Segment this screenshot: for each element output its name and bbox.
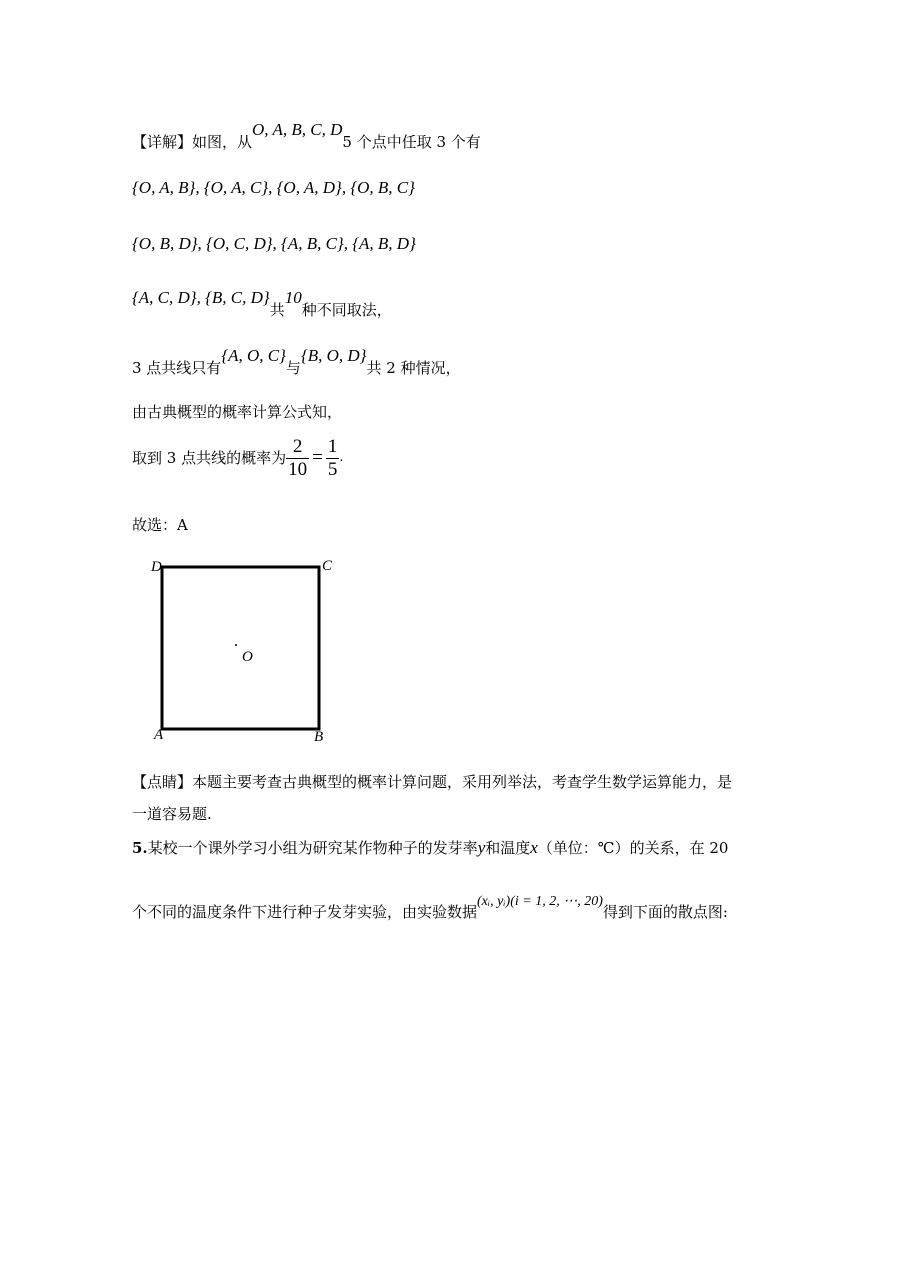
total-gong: 共 [269,301,285,319]
label-b: B [314,729,324,745]
q5-text-d: 个不同的温度条件下进行种子发芽实验，由实验数据 [132,903,478,921]
q5-text-a: 某校一个课外学习小组为研究某作物种子的发芽率 [147,839,478,857]
question-5-line-1 [132,838,728,858]
comment-text-1: 本题主要考查古典概型的概率计算问题，采用列举法，考查学生数学运算能力，是 [192,773,733,791]
label-d: D [151,559,162,575]
square-figure [145,553,345,748]
comment-label: 【点睛】 [132,773,193,791]
collinear-tail: 共 2 种情况， [366,359,461,377]
sets-row-2: {O, B, D}, {O, C, D}, {A, B, C}, {A, B, D} [132,234,416,253]
detail-prefix: 如图，从 [192,133,253,151]
collinear-line [132,346,461,378]
probability-prefix: 取到 3 点共线的概率为 [132,449,287,467]
fraction-denominator: 10 [288,458,308,480]
collinear-set-2: {B, O, D} [300,346,367,365]
sets-row-3-line [132,288,392,320]
collinear-prefix: 3 点共线只有 [132,359,222,377]
fraction-denominator: 5 [327,458,338,480]
fraction-2-10 [286,436,309,481]
var-x: x [530,838,538,857]
q5-text-c: （单位：℃）的关系，在 20 [537,839,729,857]
formula-intro: 由古典概型的概率计算公式知， [132,403,343,421]
fraction-numerator: 2 [286,436,309,459]
equals-sign: = [312,447,323,468]
var-y: y [477,838,486,857]
answer-line: 故选：A [132,516,188,534]
comment-line-1 [132,772,732,792]
probability-line [132,433,343,482]
probability-end: . [339,450,344,465]
data-expression: (xᵢ, yᵢ)(i = 1, 2, ⋯, 20) [477,894,603,909]
square-outline [162,567,319,729]
question-number: 5. [132,839,148,857]
label-c: C [322,558,333,574]
detail-suffix: 5 个点中任取 3 个有 [342,133,481,151]
label-o: O [242,649,253,665]
question-5-line-2 [132,894,728,924]
total-count: 10 [284,288,302,307]
comment-line-2: 一道容易题. [132,805,212,823]
points-list: O, A, B, C, D [252,120,343,139]
label-a: A [154,727,164,743]
total-tail: 种不同取法， [301,301,392,319]
sets-row-3: {A, C, D}, {B, C, D} [132,288,270,307]
center-point [235,644,237,646]
sets-row-1: {O, A, B}, {O, A, C}, {O, A, D}, {O, B, C} [132,178,415,197]
fraction-1-5 [326,436,340,481]
collinear-set-1: {A, O, C} [221,346,286,365]
fraction-numerator: 1 [327,435,338,457]
q5-text-e: 得到下面的散点图: [602,903,728,921]
q5-text-b: 和温度 [485,839,531,857]
collinear-mid: 与 [285,359,301,377]
detail-label: 【详解】 [132,133,193,151]
detail-paragraph [132,120,481,152]
